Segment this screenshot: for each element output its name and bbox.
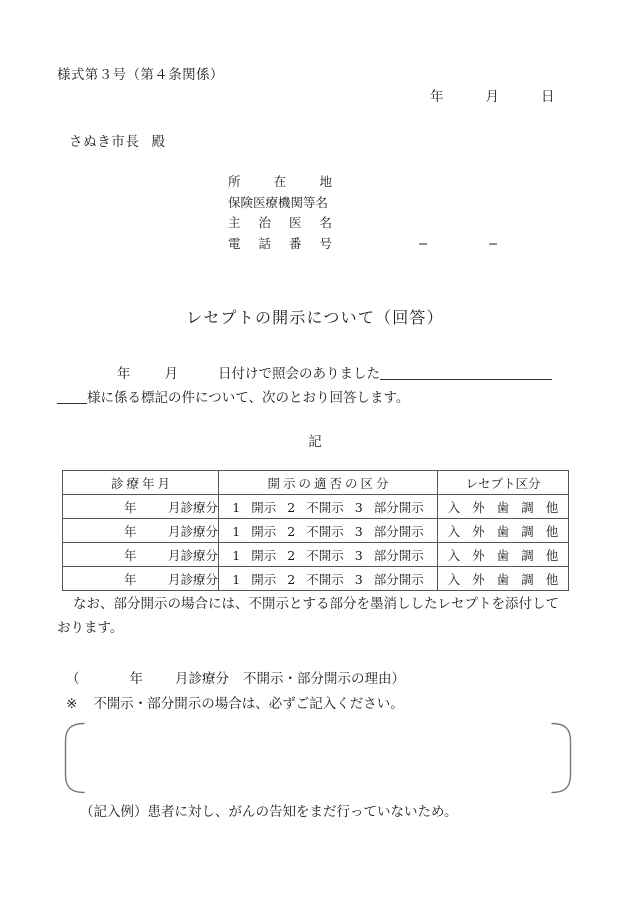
cell-receipt-types[interactable] xyxy=(438,495,569,519)
cell-disclosure-options[interactable] xyxy=(219,495,438,519)
option-2-number: 2 xyxy=(287,571,296,587)
cell-treatment-date[interactable] xyxy=(63,543,219,567)
reason-label: 不開示・部分開示の理由） xyxy=(243,671,405,687)
reason-instruction xyxy=(66,692,404,712)
receipt-type-inpatient[interactable]: 入 xyxy=(447,571,461,587)
sender-address-row xyxy=(228,172,332,193)
receipt-type-other[interactable]: 他 xyxy=(545,499,559,515)
cell-year-label: 年 xyxy=(123,547,137,563)
example-text: （記入例）患者に対し、がんの告知をまだ行っていないため。 xyxy=(80,804,458,820)
reason-instruction-text: 不開示・部分開示の場合は、必ずご記入ください。 xyxy=(93,696,404,712)
option-3-label[interactable]: 部分開示 xyxy=(373,523,424,539)
option-1-number: 1 xyxy=(232,547,241,563)
right-bracket-icon xyxy=(552,724,571,793)
column-header-treatment-date xyxy=(63,471,219,495)
left-bracket-icon xyxy=(66,724,85,793)
note-line-second: おります。 xyxy=(57,620,124,636)
reason-year-label: 年 xyxy=(129,671,143,687)
phone-dash-first: − xyxy=(418,235,429,251)
option-1-label[interactable]: 開示 xyxy=(251,499,277,515)
body-year-label: 年 xyxy=(117,366,131,382)
receipt-type-pharmacy[interactable]: 調 xyxy=(521,571,534,587)
receipt-type-other[interactable]: 他 xyxy=(545,571,559,587)
option-2-label[interactable]: 不開示 xyxy=(306,523,344,539)
cell-receipt-types[interactable] xyxy=(438,567,569,591)
cell-year-label: 年 xyxy=(123,499,137,515)
receipt-type-inpatient[interactable]: 入 xyxy=(447,547,461,563)
body-text-first: 日付けで照会のありました xyxy=(218,366,380,382)
receipt-type-outpatient[interactable]: 外 xyxy=(472,523,485,539)
date-line xyxy=(430,85,555,105)
addressee-honorific: 殿 xyxy=(151,134,166,150)
receipt-type-outpatient[interactable]: 外 xyxy=(472,571,485,587)
reason-open-paren: （ xyxy=(66,671,80,687)
date-day-label: 日 xyxy=(541,89,555,105)
note-paragraph xyxy=(57,592,573,640)
column-header-disclosure-type-label: 開示の適否の区分 xyxy=(267,475,392,491)
receipt-type-dental[interactable]: 歯 xyxy=(496,547,510,563)
option-3-number: 3 xyxy=(354,547,363,563)
cell-treatment-date[interactable] xyxy=(63,495,219,519)
table-row xyxy=(63,543,569,567)
cell-disclosure-options[interactable] xyxy=(219,543,438,567)
column-header-disclosure-type xyxy=(219,471,438,495)
option-3-number: 3 xyxy=(354,523,363,539)
addressee-line xyxy=(69,130,166,150)
receipt-type-inpatient[interactable]: 入 xyxy=(447,523,461,539)
column-header-treatment-date-label: 診療年月 xyxy=(110,475,173,491)
table-row xyxy=(63,567,569,591)
cell-treatment-date[interactable] xyxy=(63,567,219,591)
option-2-label[interactable]: 不開示 xyxy=(306,547,344,563)
option-3-label[interactable]: 部分開示 xyxy=(373,499,424,515)
name-blank-line-2[interactable] xyxy=(57,388,87,404)
receipt-type-dental[interactable]: 歯 xyxy=(496,499,510,515)
reason-month-label: 月診療分 xyxy=(175,671,229,687)
cell-treatment-date[interactable] xyxy=(63,519,219,543)
receipt-type-pharmacy[interactable]: 調 xyxy=(521,523,534,539)
cell-disclosure-options[interactable] xyxy=(219,519,438,543)
sender-doctor-row xyxy=(228,213,332,234)
body-text-second: 様に係る標記の件について、次のとおり回答します。 xyxy=(87,390,410,406)
disclosure-table-wrap xyxy=(62,470,568,591)
document-title: レセプトの開示について（回答） xyxy=(186,308,444,327)
note-line-first: なお、部分開示の場合には、不開示とする部分を墨消ししたレセプトを添付して xyxy=(73,596,559,612)
option-1-label[interactable]: 開示 xyxy=(251,547,277,563)
table-header-row xyxy=(63,471,569,495)
receipt-type-pharmacy[interactable]: 調 xyxy=(521,547,534,563)
sender-phone-label: 電話番号 xyxy=(228,235,332,251)
sender-address-label: 所在地 xyxy=(228,174,332,189)
receipt-type-dental[interactable]: 歯 xyxy=(496,523,510,539)
option-2-number: 2 xyxy=(287,499,296,515)
receipt-type-inpatient[interactable]: 入 xyxy=(447,499,461,515)
option-1-label[interactable]: 開示 xyxy=(251,571,277,587)
receipt-type-outpatient[interactable]: 外 xyxy=(472,499,485,515)
addressee-name: さぬき市長 xyxy=(69,134,140,150)
cell-receipt-types[interactable] xyxy=(438,519,569,543)
sender-institution-row xyxy=(228,193,332,214)
table-row xyxy=(63,519,569,543)
phone-dash-second: − xyxy=(488,235,499,251)
cell-disclosure-options[interactable] xyxy=(219,567,438,591)
cell-month-label: 月診療分 xyxy=(167,499,218,515)
option-1-number: 1 xyxy=(232,571,241,587)
option-3-label[interactable]: 部分開示 xyxy=(373,571,424,587)
reason-heading xyxy=(66,667,405,687)
ki-marker: 記 xyxy=(308,434,322,450)
receipt-type-other[interactable]: 他 xyxy=(545,523,559,539)
date-year-label: 年 xyxy=(430,89,444,105)
column-header-receipt-type-label: レセプト区分 xyxy=(465,475,541,491)
asterisk-icon: ※ xyxy=(66,696,78,712)
cell-month-label: 月診療分 xyxy=(167,571,218,587)
body-month-label: 月 xyxy=(164,366,178,382)
option-2-number: 2 xyxy=(287,547,296,563)
cell-receipt-types[interactable] xyxy=(438,543,569,567)
option-1-number: 1 xyxy=(232,499,241,515)
receipt-type-other[interactable]: 他 xyxy=(545,547,559,563)
table-row xyxy=(63,495,569,519)
receipt-type-dental[interactable]: 歯 xyxy=(496,571,510,587)
option-2-number: 2 xyxy=(287,523,296,539)
option-2-label[interactable]: 不開示 xyxy=(306,571,344,587)
cell-year-label: 年 xyxy=(123,523,137,539)
sender-doctor-label: 主治医名 xyxy=(228,215,332,230)
form-number: 様式第３号（第４条関係） xyxy=(57,67,224,83)
option-1-label[interactable]: 開示 xyxy=(251,523,277,539)
option-3-number: 3 xyxy=(354,571,363,587)
cell-month-label: 月診療分 xyxy=(167,547,218,563)
date-month-label: 月 xyxy=(485,89,499,105)
sender-institution-label: 保険医療機関等名 xyxy=(228,194,329,210)
name-blank-line-1[interactable] xyxy=(380,364,552,380)
disclosure-table xyxy=(62,470,569,591)
option-3-number: 3 xyxy=(354,499,363,515)
sender-phone-row xyxy=(228,234,499,255)
body-paragraph xyxy=(57,362,573,410)
option-2-label[interactable]: 不開示 xyxy=(306,499,344,515)
receipt-type-outpatient[interactable]: 外 xyxy=(472,547,485,563)
cell-month-label: 月診療分 xyxy=(167,523,218,539)
option-3-label[interactable]: 部分開示 xyxy=(373,547,424,563)
option-1-number: 1 xyxy=(232,523,241,539)
cell-year-label: 年 xyxy=(123,571,137,587)
reason-input-box[interactable] xyxy=(62,722,574,794)
column-header-receipt-type xyxy=(438,471,569,495)
receipt-type-pharmacy[interactable]: 調 xyxy=(521,499,534,515)
sender-block xyxy=(228,172,499,254)
